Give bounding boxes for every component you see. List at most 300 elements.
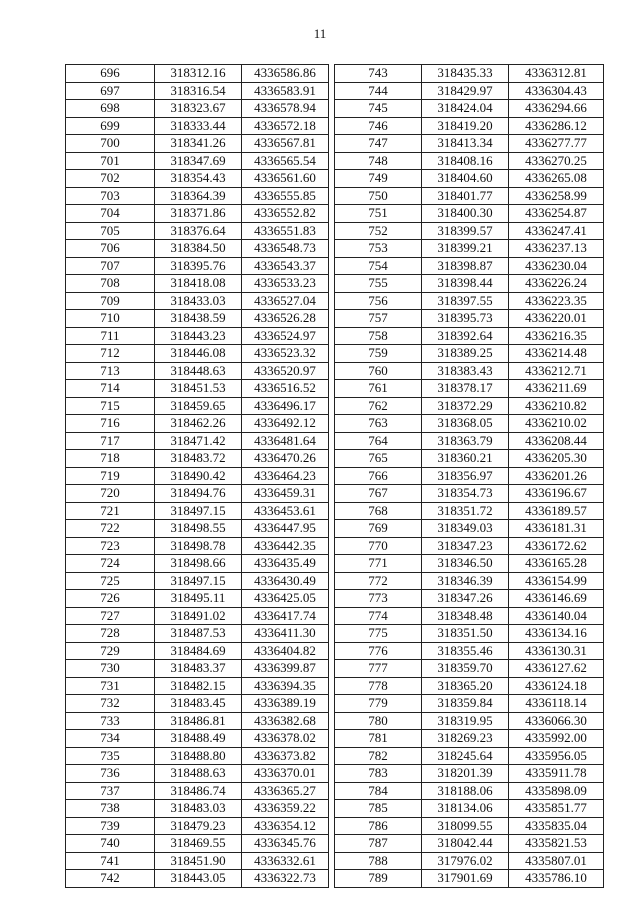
x-coordinate-cell: 318351.50 [422,625,509,643]
point-number-cell: 739 [66,817,155,835]
y-coordinate-cell: 4336435.49 [242,555,329,573]
table-row [66,590,329,608]
y-coordinate-cell: 4336481.64 [242,432,329,450]
y-coordinate-cell: 4336464.23 [242,467,329,485]
y-coordinate-cell: 4336212.71 [509,362,604,380]
table-row [335,625,604,643]
y-coordinate-cell: 4336578.94 [242,100,329,118]
x-coordinate-cell: 318359.84 [422,695,509,713]
point-number-cell: 752 [335,222,422,240]
x-coordinate-cell: 318372.29 [422,397,509,415]
point-number-cell: 746 [335,117,422,135]
point-number-cell: 716 [66,415,155,433]
table-row [66,450,329,468]
y-coordinate-cell: 4336548.73 [242,240,329,258]
x-coordinate-cell: 318354.73 [422,485,509,503]
point-number-cell: 738 [66,800,155,818]
table-row [66,555,329,573]
table-row [66,730,329,748]
table-row [66,65,329,83]
x-coordinate-cell: 318269.23 [422,730,509,748]
x-coordinate-cell: 318462.26 [155,415,242,433]
y-coordinate-cell: 4336583.91 [242,82,329,100]
table-row [335,117,604,135]
table-row [335,607,604,625]
point-number-cell: 768 [335,502,422,520]
x-coordinate-cell: 318404.60 [422,170,509,188]
x-coordinate-cell: 318333.44 [155,117,242,135]
y-coordinate-cell: 4336304.43 [509,82,604,100]
x-coordinate-cell: 318364.39 [155,187,242,205]
x-coordinate-cell: 318346.39 [422,572,509,590]
point-number-cell: 711 [66,327,155,345]
x-coordinate-cell: 318487.53 [155,625,242,643]
table-row [66,572,329,590]
point-number-cell: 721 [66,502,155,520]
point-number-cell: 744 [335,82,422,100]
x-coordinate-cell: 318498.55 [155,520,242,538]
x-coordinate-cell: 318483.37 [155,660,242,678]
table-row [335,642,604,660]
point-number-cell: 774 [335,607,422,625]
point-number-cell: 757 [335,310,422,328]
table-row [335,432,604,450]
table-row [66,152,329,170]
point-number-cell: 772 [335,572,422,590]
point-number-cell: 754 [335,257,422,275]
y-coordinate-cell: 4336365.27 [242,782,329,800]
y-coordinate-cell: 4336459.31 [242,485,329,503]
table-row [66,257,329,275]
y-coordinate-cell: 4336516.52 [242,380,329,398]
point-number-cell: 733 [66,712,155,730]
table-row [66,222,329,240]
x-coordinate-cell: 318359.70 [422,660,509,678]
table-row [335,835,604,853]
y-coordinate-cell: 4336294.66 [509,100,604,118]
y-coordinate-cell: 4335898.09 [509,782,604,800]
x-coordinate-cell: 318042.44 [422,835,509,853]
table-row [66,607,329,625]
point-number-cell: 702 [66,170,155,188]
table-row [66,817,329,835]
x-coordinate-cell: 318347.69 [155,152,242,170]
x-coordinate-cell: 318497.15 [155,502,242,520]
table-row [66,677,329,695]
x-coordinate-cell: 318419.20 [422,117,509,135]
point-number-cell: 706 [66,240,155,258]
table-row [66,800,329,818]
x-coordinate-cell: 318429.97 [422,82,509,100]
table-row [335,852,604,870]
y-coordinate-cell: 4336520.97 [242,362,329,380]
x-coordinate-cell: 318483.03 [155,800,242,818]
y-coordinate-cell: 4336527.04 [242,292,329,310]
y-coordinate-cell: 4336286.12 [509,117,604,135]
y-coordinate-cell: 4336226.24 [509,275,604,293]
point-number-cell: 700 [66,135,155,153]
table-body-left [66,65,329,888]
x-coordinate-cell: 318201.39 [422,765,509,783]
x-coordinate-cell: 318498.78 [155,537,242,555]
x-coordinate-cell: 318471.42 [155,432,242,450]
y-coordinate-cell: 4336134.16 [509,625,604,643]
table-row [66,660,329,678]
x-coordinate-cell: 318319.95 [422,712,509,730]
x-coordinate-cell: 318484.69 [155,642,242,660]
point-number-cell: 731 [66,677,155,695]
x-coordinate-cell: 318378.17 [422,380,509,398]
x-coordinate-cell: 318401.77 [422,187,509,205]
y-coordinate-cell: 4336214.48 [509,345,604,363]
point-number-cell: 769 [335,520,422,538]
point-number-cell: 701 [66,152,155,170]
point-number-cell: 765 [335,450,422,468]
y-coordinate-cell: 4335956.05 [509,747,604,765]
x-coordinate-cell: 318341.26 [155,135,242,153]
table-body-right [335,65,604,888]
point-number-cell: 712 [66,345,155,363]
point-number-cell: 783 [335,765,422,783]
table-row [335,590,604,608]
x-coordinate-cell: 318418.08 [155,275,242,293]
y-coordinate-cell: 4336140.04 [509,607,604,625]
point-number-cell: 717 [66,432,155,450]
x-coordinate-cell: 318392.64 [422,327,509,345]
y-coordinate-cell: 4336399.87 [242,660,329,678]
table-row [335,502,604,520]
point-number-cell: 720 [66,485,155,503]
y-coordinate-cell: 4336237.13 [509,240,604,258]
point-number-cell: 728 [66,625,155,643]
y-coordinate-cell: 4336447.95 [242,520,329,538]
y-coordinate-cell: 4336404.82 [242,642,329,660]
point-number-cell: 724 [66,555,155,573]
table-row [335,765,604,783]
x-coordinate-cell: 318469.55 [155,835,242,853]
point-number-cell: 764 [335,432,422,450]
y-coordinate-cell: 4336223.35 [509,292,604,310]
point-number-cell: 699 [66,117,155,135]
y-coordinate-cell: 4336181.31 [509,520,604,538]
y-coordinate-cell: 4336265.08 [509,170,604,188]
point-number-cell: 745 [335,100,422,118]
y-coordinate-cell: 4336124.18 [509,677,604,695]
table-row [66,345,329,363]
point-number-cell: 781 [335,730,422,748]
y-coordinate-cell: 4336496.17 [242,397,329,415]
table-row [335,520,604,538]
y-coordinate-cell: 4336254.87 [509,205,604,223]
point-number-cell: 776 [335,642,422,660]
x-coordinate-cell: 318365.20 [422,677,509,695]
y-coordinate-cell: 4336146.69 [509,590,604,608]
table-row [66,415,329,433]
x-coordinate-cell: 318398.87 [422,257,509,275]
point-number-cell: 709 [66,292,155,310]
point-number-cell: 759 [335,345,422,363]
table-row [335,152,604,170]
page-number: 11 [313,26,327,41]
table-row [335,65,604,83]
table-row [66,205,329,223]
table-row [66,187,329,205]
point-number-cell: 758 [335,327,422,345]
y-coordinate-cell: 4336165.28 [509,555,604,573]
x-coordinate-cell: 318356.97 [422,467,509,485]
y-coordinate-cell: 4336586.86 [242,65,329,83]
table-row [66,310,329,328]
x-coordinate-cell: 318312.16 [155,65,242,83]
x-coordinate-cell: 318384.50 [155,240,242,258]
point-number-cell: 785 [335,800,422,818]
y-coordinate-cell: 4335992.00 [509,730,604,748]
table-row [66,870,329,888]
x-coordinate-cell: 318483.72 [155,450,242,468]
table-row [66,135,329,153]
x-coordinate-cell: 318399.21 [422,240,509,258]
point-number-cell: 773 [335,590,422,608]
y-coordinate-cell: 4336118.14 [509,695,604,713]
table-row [66,362,329,380]
point-number-cell: 714 [66,380,155,398]
table-row [335,257,604,275]
y-coordinate-cell: 4336172.62 [509,537,604,555]
point-number-cell: 756 [335,292,422,310]
y-coordinate-cell: 4336130.31 [509,642,604,660]
y-coordinate-cell: 4336211.69 [509,380,604,398]
y-coordinate-cell: 4336312.81 [509,65,604,83]
x-coordinate-cell: 318479.23 [155,817,242,835]
table-row [66,327,329,345]
table-row [335,292,604,310]
coordinates-table-left [65,64,329,888]
x-coordinate-cell: 318099.55 [422,817,509,835]
y-coordinate-cell: 4336230.04 [509,257,604,275]
table-row [335,205,604,223]
table-row [335,677,604,695]
table-row [335,415,604,433]
y-coordinate-cell: 4336453.61 [242,502,329,520]
y-coordinate-cell: 4336359.22 [242,800,329,818]
point-number-cell: 753 [335,240,422,258]
point-number-cell: 734 [66,730,155,748]
x-coordinate-cell: 318395.76 [155,257,242,275]
point-number-cell: 696 [66,65,155,83]
coordinate-tables [65,64,604,888]
x-coordinate-cell: 318371.86 [155,205,242,223]
x-coordinate-cell: 318448.63 [155,362,242,380]
x-coordinate-cell: 318316.54 [155,82,242,100]
x-coordinate-cell: 318376.64 [155,222,242,240]
table-row [335,730,604,748]
x-coordinate-cell: 318491.02 [155,607,242,625]
x-coordinate-cell: 318488.63 [155,765,242,783]
point-number-cell: 727 [66,607,155,625]
table-row [66,292,329,310]
table-row [66,712,329,730]
y-coordinate-cell: 4336382.68 [242,712,329,730]
table-row [66,82,329,100]
table-row [66,765,329,783]
x-coordinate-cell: 318134.06 [422,800,509,818]
x-coordinate-cell: 318400.30 [422,205,509,223]
x-coordinate-cell: 318383.43 [422,362,509,380]
point-number-cell: 787 [335,835,422,853]
y-coordinate-cell: 4336258.99 [509,187,604,205]
table-row [335,135,604,153]
y-coordinate-cell: 4336332.61 [242,852,329,870]
table-row [66,520,329,538]
x-coordinate-cell: 318424.04 [422,100,509,118]
table-row [66,117,329,135]
table-row [66,170,329,188]
x-coordinate-cell: 318347.26 [422,590,509,608]
table-row [66,397,329,415]
table-row [335,660,604,678]
point-number-cell: 748 [335,152,422,170]
table-row [335,450,604,468]
table-row [335,100,604,118]
point-number-cell: 730 [66,660,155,678]
x-coordinate-cell: 318368.05 [422,415,509,433]
y-coordinate-cell: 4335851.77 [509,800,604,818]
table-row [335,747,604,765]
x-coordinate-cell: 318488.80 [155,747,242,765]
y-coordinate-cell: 4336572.18 [242,117,329,135]
table-row [335,572,604,590]
y-coordinate-cell: 4336345.76 [242,835,329,853]
x-coordinate-cell: 318348.48 [422,607,509,625]
x-coordinate-cell: 318399.57 [422,222,509,240]
point-number-cell: 735 [66,747,155,765]
x-coordinate-cell: 318389.25 [422,345,509,363]
point-number-cell: 703 [66,187,155,205]
point-number-cell: 736 [66,765,155,783]
x-coordinate-cell: 318446.08 [155,345,242,363]
x-coordinate-cell: 318488.49 [155,730,242,748]
x-coordinate-cell: 317976.02 [422,852,509,870]
table-row [66,747,329,765]
x-coordinate-cell: 318398.44 [422,275,509,293]
y-coordinate-cell: 4336378.02 [242,730,329,748]
x-coordinate-cell: 318363.79 [422,432,509,450]
y-coordinate-cell: 4336567.81 [242,135,329,153]
y-coordinate-cell: 4336220.01 [509,310,604,328]
y-coordinate-cell: 4336492.12 [242,415,329,433]
x-coordinate-cell: 318443.05 [155,870,242,888]
table-row [335,170,604,188]
point-number-cell: 779 [335,695,422,713]
y-coordinate-cell: 4335807.01 [509,852,604,870]
point-number-cell: 707 [66,257,155,275]
y-coordinate-cell: 4336066.30 [509,712,604,730]
point-number-cell: 782 [335,747,422,765]
x-coordinate-cell: 318245.64 [422,747,509,765]
table-row [335,712,604,730]
table-row [66,537,329,555]
point-number-cell: 788 [335,852,422,870]
point-number-cell: 740 [66,835,155,853]
y-coordinate-cell: 4336430.49 [242,572,329,590]
coordinates-table-right [334,64,604,888]
x-coordinate-cell: 318413.34 [422,135,509,153]
point-number-cell: 771 [335,555,422,573]
table-row [335,327,604,345]
table-row [66,467,329,485]
point-number-cell: 767 [335,485,422,503]
point-number-cell: 710 [66,310,155,328]
point-number-cell: 775 [335,625,422,643]
x-coordinate-cell: 318459.65 [155,397,242,415]
table-row [335,362,604,380]
point-number-cell: 751 [335,205,422,223]
y-coordinate-cell: 4336565.54 [242,152,329,170]
x-coordinate-cell: 318347.23 [422,537,509,555]
point-number-cell: 786 [335,817,422,835]
point-number-cell: 729 [66,642,155,660]
point-number-cell: 719 [66,467,155,485]
x-coordinate-cell: 318355.46 [422,642,509,660]
table-row [66,642,329,660]
y-coordinate-cell: 4335786.10 [509,870,604,888]
point-number-cell: 705 [66,222,155,240]
x-coordinate-cell: 318498.66 [155,555,242,573]
x-coordinate-cell: 318349.03 [422,520,509,538]
y-coordinate-cell: 4336270.25 [509,152,604,170]
table-row [66,695,329,713]
point-number-cell: 760 [335,362,422,380]
y-coordinate-cell: 4336523.32 [242,345,329,363]
y-coordinate-cell: 4336543.37 [242,257,329,275]
table-row [66,782,329,800]
x-coordinate-cell: 318451.53 [155,380,242,398]
y-coordinate-cell: 4336210.02 [509,415,604,433]
point-number-cell: 697 [66,82,155,100]
y-coordinate-cell: 4336552.82 [242,205,329,223]
point-number-cell: 718 [66,450,155,468]
x-coordinate-cell: 318395.73 [422,310,509,328]
point-number-cell: 784 [335,782,422,800]
table-row [335,397,604,415]
y-coordinate-cell: 4336201.26 [509,467,604,485]
table-row [335,310,604,328]
point-number-cell: 750 [335,187,422,205]
x-coordinate-cell: 318497.15 [155,572,242,590]
y-coordinate-cell: 4336524.97 [242,327,329,345]
x-coordinate-cell: 318443.23 [155,327,242,345]
table-row [335,82,604,100]
point-number-cell: 698 [66,100,155,118]
y-coordinate-cell: 4336370.01 [242,765,329,783]
y-coordinate-cell: 4336277.77 [509,135,604,153]
y-coordinate-cell: 4336154.99 [509,572,604,590]
point-number-cell: 766 [335,467,422,485]
point-number-cell: 704 [66,205,155,223]
table-row [66,100,329,118]
y-coordinate-cell: 4335821.53 [509,835,604,853]
y-coordinate-cell: 4336417.74 [242,607,329,625]
table-row [335,800,604,818]
point-number-cell: 789 [335,870,422,888]
y-coordinate-cell: 4336470.26 [242,450,329,468]
y-coordinate-cell: 4336322.73 [242,870,329,888]
point-number-cell: 749 [335,170,422,188]
table-row [335,537,604,555]
table-row [335,695,604,713]
table-row [66,852,329,870]
point-number-cell: 778 [335,677,422,695]
